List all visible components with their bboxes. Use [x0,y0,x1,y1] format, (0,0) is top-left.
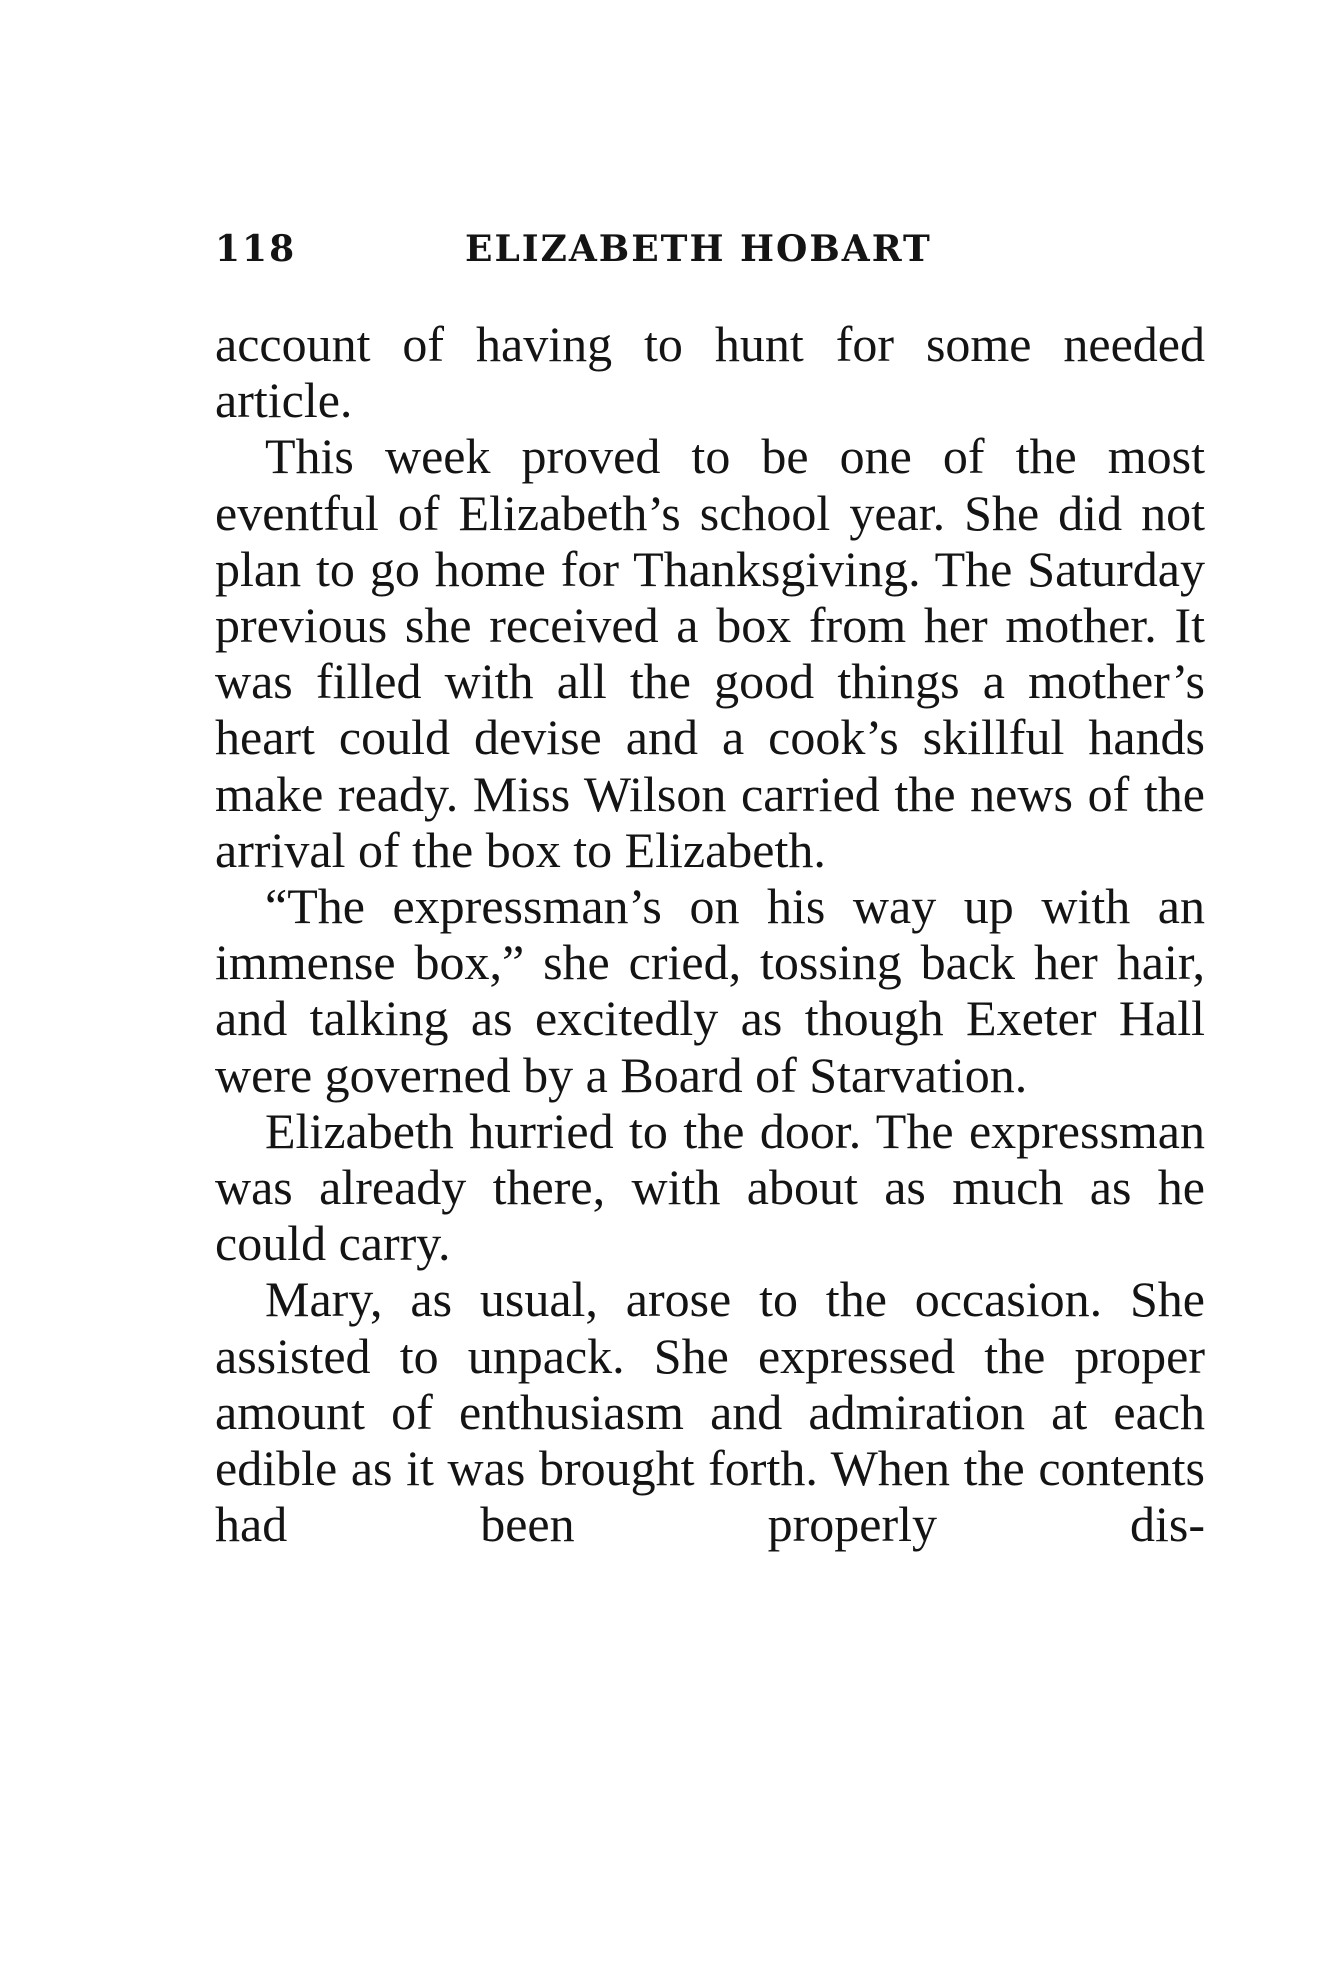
paragraph: This week proved to be one of the most eventful of Elizabeth’s school year. She did not plan to go home for Thanksgiving. The Saturday previous she received a box from her mother. It was filled with all the good things a mother’s heart could devise and a cook’s skillful hands make ready. Miss Wilson carried the news of the arrival of the box to Elizabeth. [215,428,1205,878]
paragraph-continued: account of having to hunt for some needed article. [215,316,1205,429]
running-title: ELIZABETH HOBART [465,228,932,270]
paragraph: Elizabeth hurried to the door. The expressman was already there, with about as much as he could carry. [215,1102,1205,1272]
body-text [215,316,1205,1552]
paragraph: Mary, as usual, arose to the occasion. She assisted to unpack. She expressed the proper amount of enthusiasm and admiration at each edible as it was brought forth. When the contents had been properly dis- [215,1271,1205,1553]
paragraph: “The expressman’s on his way up with an immense box,” she cried, tossing back her hair, and talking as excitedly as though Exeter Hall were governed by a Board of Starvation. [215,878,1205,1103]
running-head [215,228,1205,288]
page-number: 118 [215,228,297,270]
